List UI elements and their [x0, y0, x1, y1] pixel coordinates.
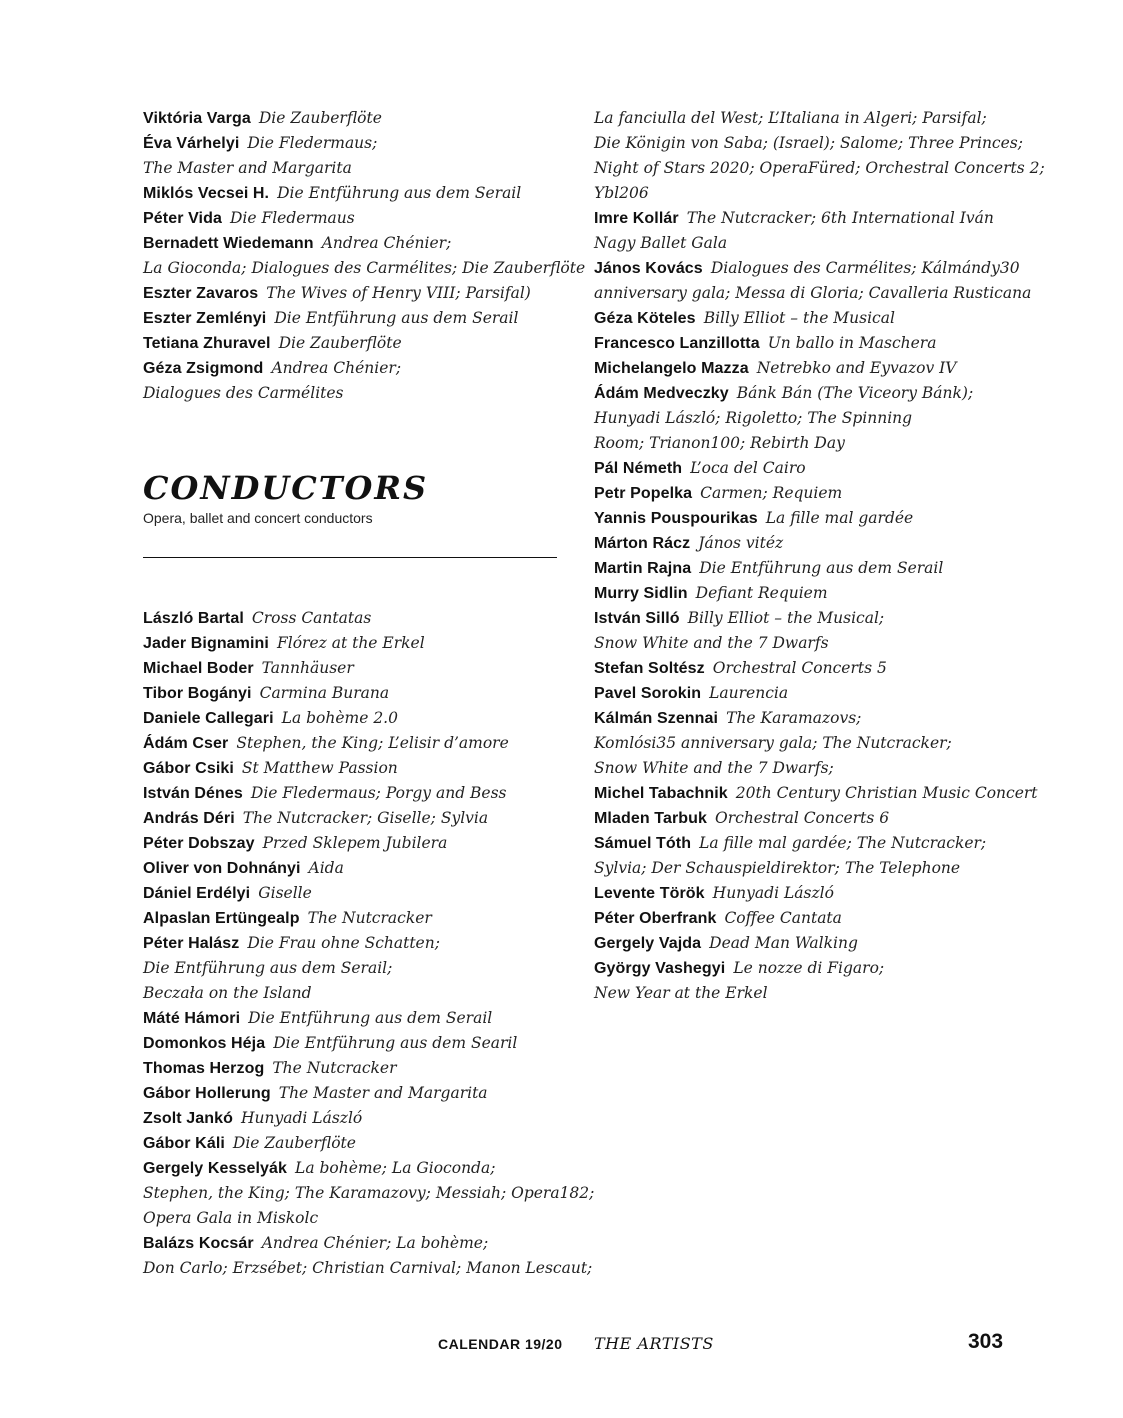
artist-name: Zsolt Jankó — [143, 1110, 234, 1127]
artist-works: La fanciulla del West; L’Italiana in Algeri; Parsifal; — [594, 109, 987, 127]
artist-works: Don Carlo; Erzsébet; Christian Carnival; Manon Lescaut; — [143, 1259, 593, 1277]
list-item — [143, 630, 563, 655]
list-item — [143, 305, 563, 330]
artist-name: Pavel Sorokin — [594, 685, 702, 702]
artist-works: Le nozze di Figaro; — [733, 959, 885, 977]
list-item — [143, 680, 563, 705]
artist-works: La bohème; La Gioconda; — [295, 1159, 496, 1177]
artist-name: Miklós Vecsei H. — [143, 185, 270, 202]
list-item — [143, 880, 563, 905]
artist-works: Billy Elliot – the Musical — [703, 309, 895, 327]
artist-works: La fille mal gardée; The Nutcracker; — [699, 834, 987, 852]
section-subtitle: Opera, ballet and concert conductors — [143, 510, 373, 526]
artist-works: The Nutcracker; Giselle; Sylvia — [242, 809, 489, 827]
list-item — [143, 930, 563, 955]
artist-name: Martin Rajna — [594, 560, 692, 577]
artist-name: Stefan Soltész — [594, 660, 705, 677]
artist-name: Levente Török — [594, 885, 705, 902]
artist-works: Carmen; Requiem — [700, 484, 843, 502]
artist-name: György Vashegyi — [594, 960, 726, 977]
artist-name: Pál Németh — [594, 460, 683, 477]
artist-works: Nagy Ballet Gala — [594, 234, 728, 252]
artist-works: Carmina Burana — [259, 684, 390, 702]
list-item — [594, 330, 1014, 355]
list-item — [594, 180, 1014, 205]
artist-works: Room; Trianon100; Rebirth Day — [594, 434, 845, 452]
artist-name: Géza Köteles — [594, 310, 696, 327]
artist-works: Przed Sklepem Jubilera — [262, 834, 448, 852]
artist-works: La Gioconda; Dialogues des Carmélites; Die Zauberflöte — [143, 259, 586, 277]
list-item — [143, 855, 563, 880]
artist-works: Die Fledermaus; — [247, 134, 378, 152]
artist-works: Giselle — [258, 884, 312, 902]
conductors-section-header — [143, 468, 557, 526]
list-item — [594, 730, 1014, 755]
artist-works: The Wives of Henry VIII; Parsifal) — [266, 284, 531, 302]
list-item — [594, 630, 1014, 655]
list-item — [143, 1130, 563, 1155]
list-item — [594, 405, 1014, 430]
artist-works: La bohème 2.0 — [281, 709, 398, 727]
artist-works: Die Entführung aus dem Serail — [277, 184, 522, 202]
list-item — [143, 780, 563, 805]
artist-name: András Déri — [143, 810, 235, 827]
artist-works: Die Königin von Saba; (Israel); Salome; Three Princes; — [594, 134, 1023, 152]
list-item — [594, 755, 1014, 780]
artist-works: Hunyadi László — [241, 1109, 363, 1127]
list-item — [594, 105, 1014, 130]
artist-name: Péter Vida — [143, 210, 222, 227]
list-item — [594, 305, 1014, 330]
list-item — [143, 130, 563, 155]
list-item — [594, 580, 1014, 605]
list-item — [143, 1080, 563, 1105]
list-item — [143, 105, 563, 130]
list-item — [594, 130, 1023, 155]
artist-works: The Master and Margarita — [278, 1084, 488, 1102]
artist-works: Laurencia — [709, 684, 789, 702]
artist-works: Die Fledermaus — [229, 209, 355, 227]
list-item — [143, 905, 563, 930]
artist-works: Die Fledermaus; Porgy and Bess — [250, 784, 507, 802]
list-item — [594, 980, 1014, 1005]
list-item — [594, 855, 1014, 880]
artist-works: Bánk Bán (The Viceory Bánk); — [736, 384, 974, 402]
artist-works: Tannhäuser — [261, 659, 354, 677]
artist-name: Jader Bignamini — [143, 635, 269, 652]
list-item — [143, 805, 563, 830]
list-item — [594, 430, 1014, 455]
artist-works: Night of Stars 2020; OperaFüred; Orchestral Concerts 2; — [594, 159, 1045, 177]
list-item — [143, 280, 563, 305]
artist-name: Dániel Erdélyi — [143, 885, 251, 902]
artist-works: Beczała on the Island — [143, 984, 312, 1002]
list-item — [594, 155, 1045, 180]
artist-works: L’oca del Cairo — [690, 459, 806, 477]
list-item — [143, 1005, 563, 1030]
footer-section: THE ARTISTS — [594, 1334, 714, 1353]
artist-name: Michael Boder — [143, 660, 254, 677]
artist-name: Oliver von Dohnányi — [143, 860, 301, 877]
artist-name: Kálmán Szennai — [594, 710, 719, 727]
list-item — [594, 805, 1014, 830]
artist-name: Péter Halász — [143, 935, 240, 952]
list-item — [143, 255, 586, 280]
list-item — [143, 655, 563, 680]
artist-works: anniversary gala; Messa di Gloria; Cavalleria Rusticana — [594, 284, 1032, 302]
artist-name: Gábor Káli — [143, 1135, 225, 1152]
list-item — [143, 155, 563, 180]
list-item — [143, 355, 563, 380]
artist-works: János vitéz — [698, 534, 784, 552]
artist-works: Un ballo in Maschera — [767, 334, 937, 352]
artist-name: Ádám Medveczky — [594, 385, 729, 402]
artist-works: St Matthew Passion — [241, 759, 398, 777]
artist-works: Orchestral Concerts 6 — [715, 809, 890, 827]
artist-works: Snow White and the 7 Dwarfs; — [594, 759, 834, 777]
footer-calendar: CALENDAR 19/20 — [438, 1336, 563, 1352]
artist-name: Gábor Csiki — [143, 760, 234, 777]
list-item — [143, 980, 563, 1005]
artist-name: Viktória Varga — [143, 110, 251, 127]
artist-name: Ádám Cser — [143, 735, 229, 752]
list-item — [143, 1230, 563, 1255]
artist-name: Máté Hámori — [143, 1010, 241, 1027]
artist-name: Gergely Vajda — [594, 935, 702, 952]
artist-works: Die Zauberflöte — [258, 109, 382, 127]
artist-name: János Kovács — [594, 260, 703, 277]
section-title: CONDUCTORS — [143, 469, 429, 507]
list-item — [143, 1205, 563, 1230]
artist-name: Péter Dobszay — [143, 835, 255, 852]
list-item — [594, 780, 1038, 805]
list-item — [143, 1155, 563, 1180]
artist-works: Opera Gala in Miskolc — [143, 1209, 319, 1227]
list-item — [594, 930, 1014, 955]
list-item — [594, 230, 1014, 255]
artist-works: Defiant Requiem — [695, 584, 828, 602]
artist-works: Andrea Chénier; — [271, 359, 402, 377]
artist-name: Thomas Herzog — [143, 1060, 265, 1077]
artist-name: István Silló — [594, 610, 680, 627]
list-item — [594, 705, 1014, 730]
artist-works: Die Entführung aus dem Serail — [699, 559, 944, 577]
artist-name: Michelangelo Mazza — [594, 360, 749, 377]
artist-works: Dialogues des Carmélites; Kálmándy30 — [710, 259, 1020, 277]
artist-works: Aida — [308, 859, 344, 877]
artist-works: The Nutcracker — [272, 1059, 397, 1077]
list-item — [594, 355, 1014, 380]
artist-name: Mladen Tarbuk — [594, 810, 708, 827]
artist-works: Stephen, the King; L’elisir d’amore — [236, 734, 509, 752]
conductor-list-left — [143, 605, 595, 1280]
artist-works: Orchestral Concerts 5 — [712, 659, 887, 677]
artist-name: Tibor Bogányi — [143, 685, 252, 702]
list-item — [143, 705, 563, 730]
artist-works: Dead Man Walking — [709, 934, 858, 952]
artist-works: Die Zauberflöte — [278, 334, 402, 352]
artist-works: Die Entführung aus dem Serail — [248, 1009, 493, 1027]
artist-name: Petr Popelka — [594, 485, 693, 502]
artist-name: Éva Várhelyi — [143, 135, 240, 152]
list-item — [594, 555, 1014, 580]
artist-works: Hunyadi László — [712, 884, 834, 902]
artist-works: Die Zauberflöte — [232, 1134, 356, 1152]
artist-name: László Bartal — [143, 610, 244, 627]
list-item — [594, 605, 1014, 630]
list-item — [594, 955, 1014, 980]
artist-name: Murry Sidlin — [594, 585, 688, 602]
list-item — [594, 830, 1014, 855]
artist-name: Domonkos Héja — [143, 1035, 266, 1052]
list-item — [143, 1105, 563, 1130]
artist-works: Andrea Chénier; La bohème; — [261, 1234, 489, 1252]
artist-name: Géza Zsigmond — [143, 360, 264, 377]
list-item — [143, 205, 563, 230]
artist-name: Alpaslan Ertüngealp — [143, 910, 300, 927]
artist-works: The Karamazovs; — [726, 709, 862, 727]
list-item — [143, 955, 563, 980]
list-item — [143, 380, 563, 405]
artist-name: Márton Rácz — [594, 535, 691, 552]
artist-name: Bernadett Wiedemann — [143, 235, 314, 252]
artist-works: Stephen, the King; The Karamazovy; Messiah; Opera182; — [143, 1184, 595, 1202]
artist-works: Hunyadi László; Rigoletto; The Spinning — [594, 409, 913, 427]
artist-works: Komlósi35 anniversary gala; The Nutcracker; — [594, 734, 952, 752]
artist-works: New Year at the Erkel — [594, 984, 768, 1002]
artist-name: Eszter Zavaros — [143, 285, 259, 302]
list-item — [594, 480, 1014, 505]
artist-works: Die Frau ohne Schatten; — [247, 934, 440, 952]
artist-works: The Nutcracker — [307, 909, 432, 927]
artist-name: Eszter Zemlényi — [143, 310, 267, 327]
list-item — [594, 255, 1020, 280]
artist-name: Imre Kollár — [594, 210, 679, 227]
list-item — [594, 880, 1014, 905]
artist-name: Balázs Kocsár — [143, 1235, 254, 1252]
artist-name: Michel Tabachnik — [594, 785, 728, 802]
artist-list-top — [143, 105, 586, 405]
artist-works: 20th Century Christian Music Concert — [735, 784, 1038, 802]
list-item — [594, 380, 1014, 405]
artist-works: La fille mal gardée — [765, 509, 914, 527]
list-item — [143, 1055, 563, 1080]
artist-name: Sámuel Tóth — [594, 835, 692, 852]
list-item — [594, 530, 1014, 555]
artist-works: Ybl206 — [594, 184, 649, 202]
list-item — [143, 230, 563, 255]
list-item — [594, 280, 1032, 305]
artist-name: Péter Oberfrank — [594, 910, 717, 927]
list-item — [594, 905, 1014, 930]
artist-works: The Master and Margarita — [143, 159, 352, 177]
artist-works: Die Entführung aus dem Serail — [274, 309, 519, 327]
list-item — [594, 205, 1014, 230]
artist-works: Die Entführung aus dem Serail; — [143, 959, 393, 977]
artist-works: Billy Elliot – the Musical; — [687, 609, 885, 627]
artist-works: Coffee Cantata — [724, 909, 842, 927]
list-item — [143, 1180, 595, 1205]
artist-works: Snow White and the 7 Dwarfs — [594, 634, 829, 652]
artist-works: Die Entführung aus dem Searil — [273, 1034, 518, 1052]
list-item — [143, 605, 563, 630]
artist-name: István Dénes — [143, 785, 243, 802]
artist-works: Sylvia; Der Schauspieldirektor; The Telephone — [594, 859, 961, 877]
artist-name: Daniele Callegari — [143, 710, 274, 727]
page-footer — [0, 1330, 1123, 1364]
list-item — [143, 730, 563, 755]
list-item — [143, 1030, 563, 1055]
list-item — [594, 680, 1014, 705]
list-item — [143, 830, 563, 855]
list-item — [143, 330, 563, 355]
artist-name: Tetiana Zhuravel — [143, 335, 271, 352]
artist-name: Francesco Lanzillotta — [594, 335, 760, 352]
list-item — [594, 505, 1014, 530]
artist-works: Netrebko and Eyvazov IV — [756, 359, 957, 377]
list-item — [143, 180, 563, 205]
artist-works: Flórez at the Erkel — [276, 634, 425, 652]
page-number: 303 — [968, 1330, 1004, 1353]
list-item — [143, 1255, 593, 1280]
list-item — [594, 655, 1014, 680]
artist-name: Gábor Hollerung — [143, 1085, 271, 1102]
artist-name: Gergely Kesselyák — [143, 1160, 288, 1177]
list-item — [143, 755, 563, 780]
conductor-list-right — [594, 105, 1045, 1005]
artist-name: Yannis Pouspourikas — [594, 510, 758, 527]
artist-works: Andrea Chénier; — [321, 234, 452, 252]
list-item — [594, 455, 1014, 480]
artist-works: Cross Cantatas — [251, 609, 372, 627]
artist-works: Dialogues des Carmélites — [143, 384, 344, 402]
section-divider — [143, 557, 557, 558]
artist-works: The Nutcracker; 6th International Iván — [686, 209, 994, 227]
